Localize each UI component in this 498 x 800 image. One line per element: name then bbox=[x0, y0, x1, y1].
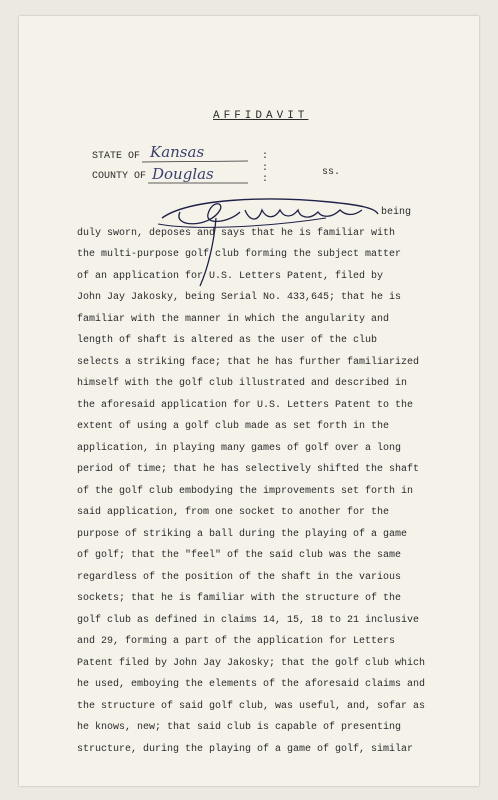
body-line-1: duly sworn, deposes and says that he is familiar with bbox=[77, 228, 396, 239]
body-line-17: regardless of the position of the shaft in the various bbox=[77, 572, 402, 583]
body-line-19: golf club as defined in claims 14, 15, 18 to 21 inclusive bbox=[77, 615, 420, 626]
document-title: AFFIDAVIT bbox=[213, 110, 309, 122]
ss-abbrev: ss. bbox=[322, 167, 341, 178]
colon-3: : bbox=[262, 174, 269, 185]
body-line-22: he used, emboying the elements of the aforesaid claims and bbox=[77, 679, 426, 690]
county-underline bbox=[148, 181, 252, 185]
first-line-end: being bbox=[381, 207, 412, 218]
body-line-25: structure, during the playing of a game of golf, similar bbox=[77, 744, 414, 755]
body-line-5: familiar with the manner in which the angularity and bbox=[77, 314, 390, 325]
body-line-12: period of time; that he has selectively shifted the shaft bbox=[77, 464, 420, 475]
body-line-11: application, in playing many games of golf over a long bbox=[77, 443, 402, 454]
colon-2: : bbox=[262, 163, 269, 174]
county-label: COUNTY OF bbox=[92, 171, 147, 182]
body-line-4: John Jay Jakosky, being Serial No. 433,645; that he is bbox=[77, 292, 402, 303]
body-line-10: extent of using a golf club made as set forth in the bbox=[77, 421, 390, 432]
body-line-9: the aforesaid application for U.S. Letters Patent to the bbox=[77, 400, 414, 411]
body-line-23: the structure of said golf club, was useful, and, sofar as bbox=[77, 701, 426, 712]
body-line-24: he knows, new; that said club is capable of presenting bbox=[77, 722, 402, 733]
county-value-handwritten: Douglas bbox=[152, 165, 214, 183]
state-underline bbox=[142, 160, 250, 164]
body-line-21: Patent filed by John Jay Jakosky; that the golf club which bbox=[77, 658, 426, 669]
body-line-16: of golf; that the "feel" of the said club was the same bbox=[77, 550, 402, 561]
colon-1: : bbox=[262, 151, 269, 162]
state-label: STATE OF bbox=[92, 151, 141, 162]
body-line-18: sockets; that he is familiar with the structure of the bbox=[77, 593, 402, 604]
body-line-2: the multi-purpose golf club forming the subject matter bbox=[77, 249, 402, 260]
body-line-6: length of shaft is altered as the user of the club bbox=[77, 335, 378, 346]
body-line-8: himself with the golf club illustrated and described in bbox=[77, 378, 408, 389]
body-line-20: and 29, forming a part of the application for Letters bbox=[77, 636, 396, 647]
body-line-14: said application, from one socket to another for the bbox=[77, 507, 390, 518]
body-line-3: of an application for U.S. Letters Patent, filed by bbox=[77, 271, 384, 282]
body-line-15: purpose of striking a ball during the playing of a game bbox=[77, 529, 408, 540]
body-line-7: selects a striking face; that he has further familiarized bbox=[77, 357, 420, 368]
state-value-handwritten: Kansas bbox=[150, 143, 205, 161]
body-line-13: of the golf club embodying the improvements set forth in bbox=[77, 486, 414, 497]
